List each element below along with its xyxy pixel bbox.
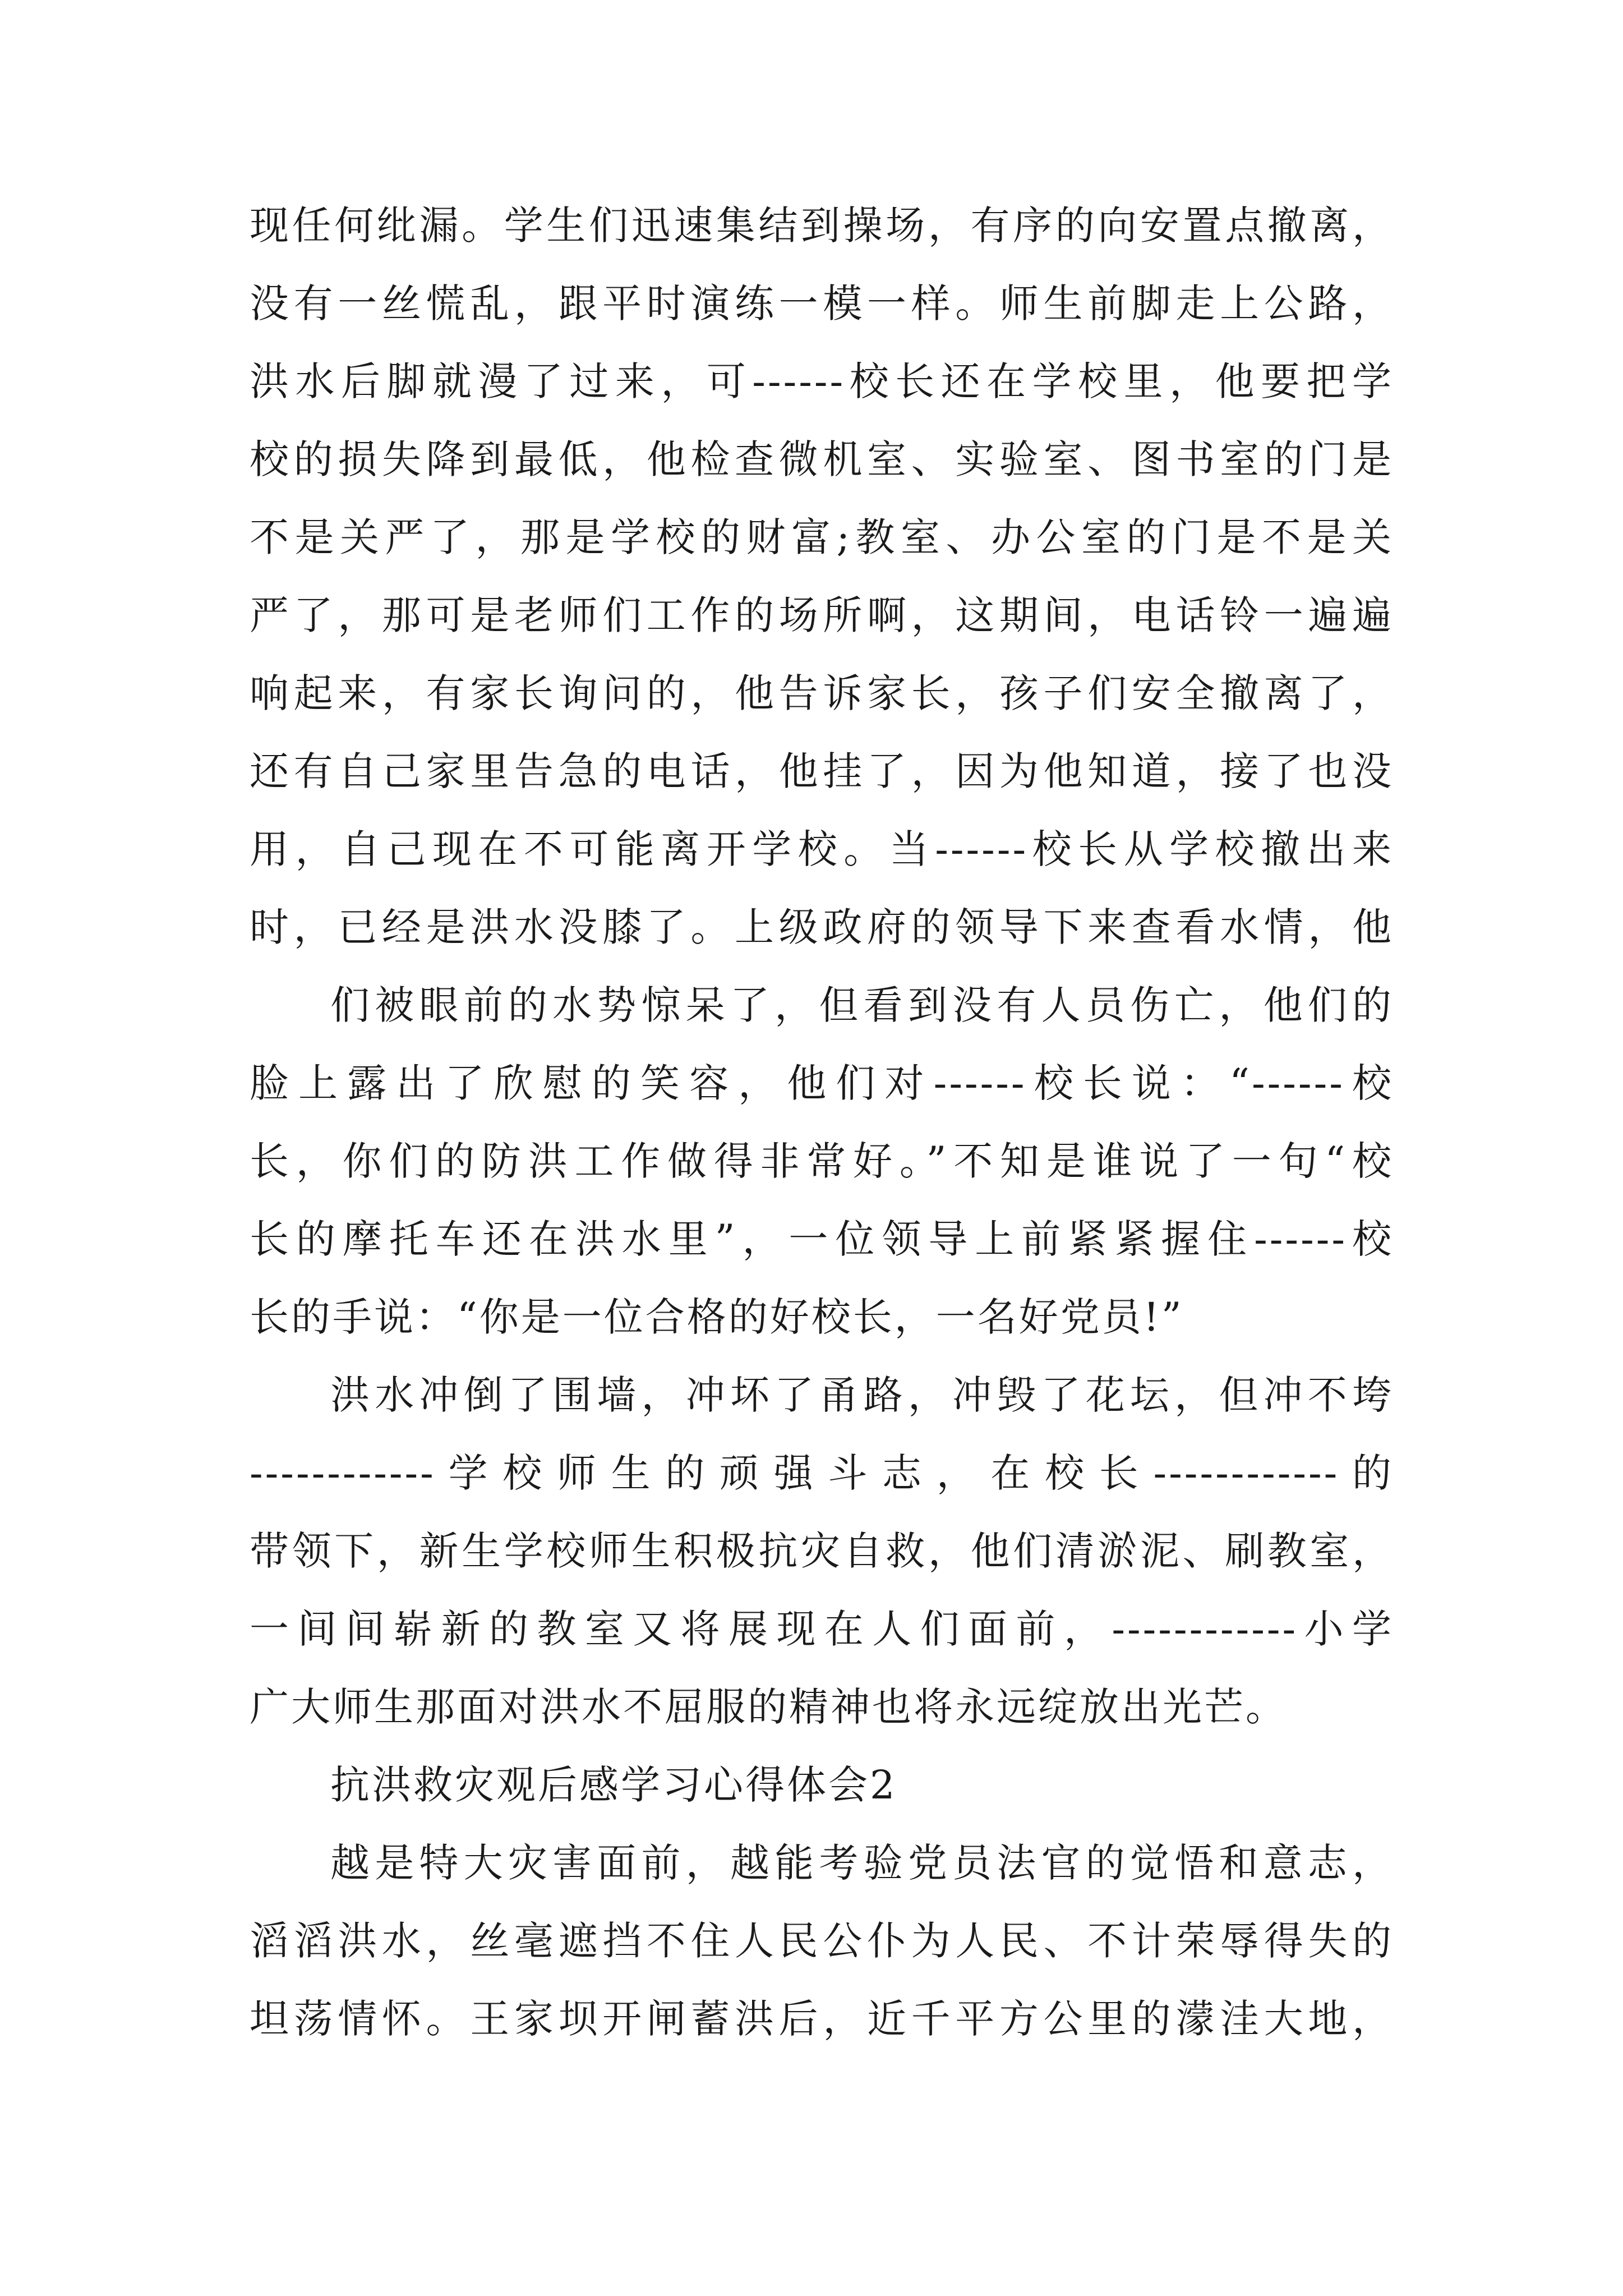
paragraph-start-line: 洪水冲倒了围墙，冲坏了甬路，冲毁了花坛，但冲不垮 bbox=[330, 1372, 1394, 1418]
paragraph-start-line: 们被眼前的水势惊呆了，但看到没有人员伤亡，他们的 bbox=[330, 982, 1394, 1028]
body-text-line: 一间间崭新的教室又将展现在人们面前，------------小学 bbox=[250, 1606, 1394, 1652]
body-text-line: 响起来，有家长询问的，他告诉家长，孩子们安全撤离了， bbox=[250, 670, 1394, 716]
body-text-line: 脸上露出了欣慰的笑容，他们对------校长说：“------校 bbox=[250, 1060, 1394, 1106]
body-text-line: 现任何纰漏。学生们迅速集结到操场，有序的向安置点撤离， bbox=[250, 203, 1394, 249]
body-text-line: 校的损失降到最低，他检查微机室、实验室、图书室的门是 bbox=[250, 436, 1394, 482]
body-text-line: 严了，那可是老师们工作的场所啊，这期间，电话铃一遍遍 bbox=[250, 592, 1394, 638]
paragraph-end-line: 广大师生那面对洪水不屈服的精神也将永远绽放出光芒。 bbox=[250, 1684, 1287, 1730]
body-text-line: 时，已经是洪水没膝了。上级政府的领导下来查看水情，他 bbox=[250, 904, 1394, 950]
body-text-line: 带领下，新生学校师生积极抗灾自救，他们清淤泥、刷教室， bbox=[250, 1528, 1394, 1574]
paragraph-start-line: 越是特大灾害面前，越能考验党员法官的觉悟和意志， bbox=[330, 1840, 1394, 1886]
body-text-line: 还有自己家里告急的电话，他挂了，因为他知道，接了也没 bbox=[250, 748, 1394, 794]
body-text-line: 长，你们的防洪工作做得非常好。”不知是谁说了一句“校 bbox=[250, 1138, 1394, 1184]
body-text-line: 长的摩托车还在洪水里”，一位领导上前紧紧握住------校 bbox=[250, 1216, 1394, 1262]
body-text-line: 不是关严了，那是学校的财富;教室、办公室的门是不是关 bbox=[250, 514, 1394, 560]
body-text-line: 没有一丝慌乱，跟平时演练一模一样。师生前脚走上公路， bbox=[250, 280, 1394, 326]
body-text-line: ------------学校师生的顽强斗志，在校长------------的 bbox=[250, 1450, 1394, 1496]
section-heading: 抗洪救灾观后感学习心得体会2 bbox=[330, 1762, 897, 1808]
body-text-line: 坦荡情怀。王家坝开闸蓄洪后，近千平方公里的濛洼大地， bbox=[250, 1996, 1394, 2042]
body-text-line: 用，自己现在不可能离开学校。当------校长从学校撤出来 bbox=[250, 826, 1394, 872]
body-text-line: 洪水后脚就漫了过来，可------校长还在学校里，他要把学 bbox=[250, 358, 1394, 404]
body-text-line: 滔滔洪水，丝毫遮挡不住人民公仆为人民、不计荣辱得失的 bbox=[250, 1918, 1394, 1964]
paragraph-end-line: 长的手说：“你是一位合格的好校长，一名好党员!” bbox=[250, 1294, 1184, 1340]
